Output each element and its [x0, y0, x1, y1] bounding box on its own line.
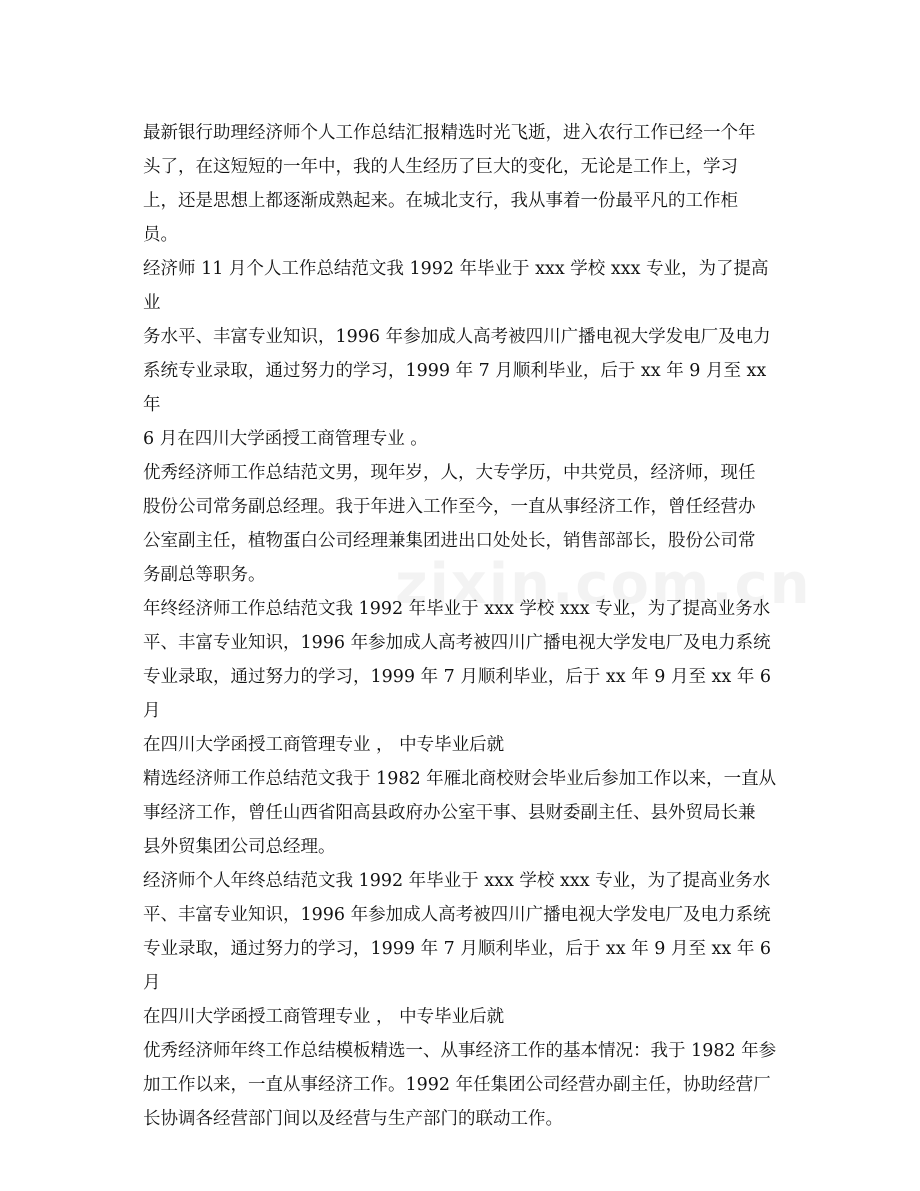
paragraph-1: 最新银行助理经济师个人工作总结汇报精选时光飞逝，进入农行工作已经一个年 头了，在这短短的一年中，我的人生经历了巨大的变化，无论是工作上，学习 上，还是思想上都逐渐成熟起来。在城北支行，我从事着一份最平凡的工作柜 员。 [143, 123, 756, 245]
paragraph-2: 经济师 11 月个人工作总结范文我 1992 年毕业于 xxx 学校 xxx 专业，为了提高业 务水平、丰富专业知识，1996 年参加成人高考被四川广播电视大学发电厂及电力 系统专业录取，通过努力的学习，1999 年 7 月顺利毕业，后于 xx 年 9 月至 xx 年 6 月在四川大学函授工商管理专业 。 [143, 259, 771, 449]
paragraph-7: 优秀经济师年终工作总结模板精选一、从事经济工作的基本情况：我于 1982 年参 加工作以来，一直从事经济工作。1992 年任集团公司经营办副主任，协助经营厂 长协调各经营部门间以及经营与生产部门的联动工作。 [143, 1041, 777, 1129]
document-body [143, 116, 783, 1136]
paragraph-5: 精选经济师工作总结范文我于 1982 年雁北商校财会毕业后参加工作以来，一直从 事经济工作，曾任山西省阳高县政府办公室干事、县财委副主任、县外贸局长兼 县外贸集团公司总经理。 [143, 769, 777, 857]
paragraph-3: 优秀经济师工作总结范文男，现年岁，人，大专学历，中共党员，经济师，现任 股份公司常务副总经理。我于年进入工作至今，一直从事经济工作，曾任经营办 公室副主任，植物蛋白公司经理兼集团进出口处处长，销售部部长，股份公司常 务副总等职务。 [143, 463, 756, 585]
paragraph-4: 年终经济师工作总结范文我 1992 年毕业于 xxx 学校 xxx 专业，为了提高业务水 平、丰富专业知识，1996 年参加成人高考被四川广播电视大学发电厂及电力系统 专业录取，通过努力的学习，1999 年 7 月顺利毕业，后于 xx 年 9 月至 xx 年 6 月 在四川大学函授工商管理专业 ， 中专毕业后就 [143, 599, 772, 755]
paragraph-6: 经济师个人年终总结范文我 1992 年毕业于 xxx 学校 xxx 专业，为了提高业务水 平、丰富专业知识，1996 年参加成人高考被四川广播电视大学发电厂及电力系统 专业录取，通过努力的学习，1999 年 7 月顺利毕业，后于 xx 年 9 月至 xx 年 6 月 在四川大学函授工商管理专业 ， 中专毕业后就 [143, 871, 772, 1027]
